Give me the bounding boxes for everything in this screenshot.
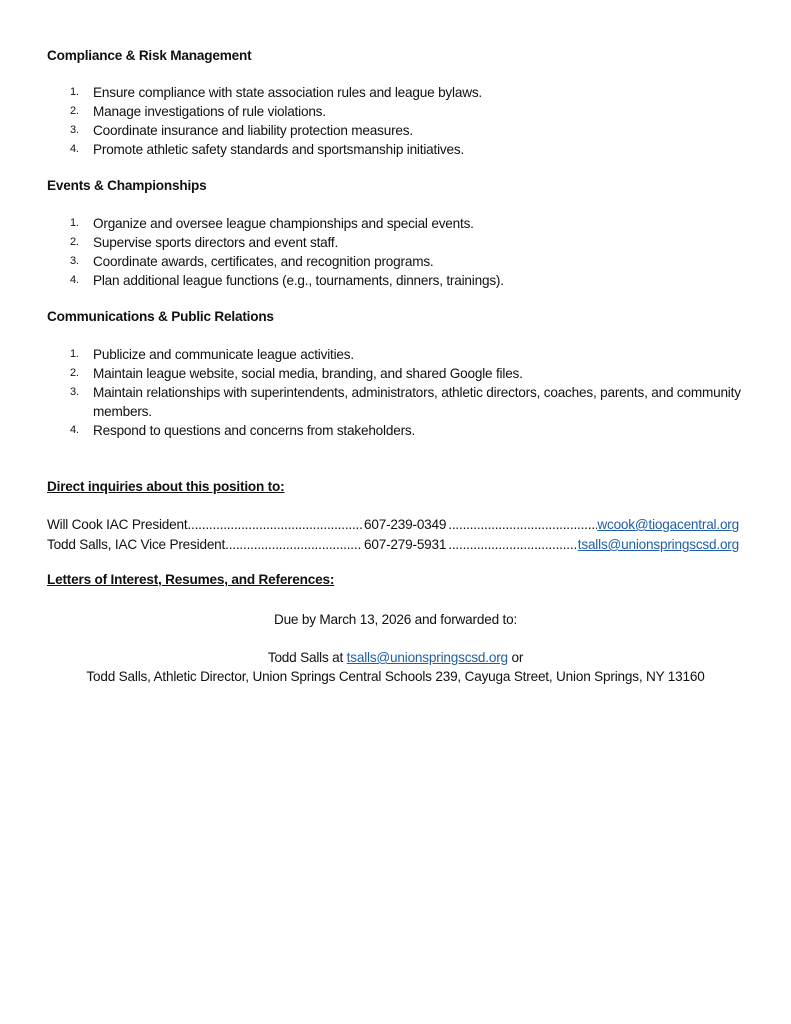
list-number: 1.	[70, 217, 79, 229]
dot-leader	[225, 535, 362, 554]
list-text: Ensure compliance with state association rules and league bylaws.	[93, 85, 482, 100]
list-number: 3.	[70, 124, 79, 136]
list-text: Organize and oversee league championships and special events.	[93, 216, 474, 231]
forward-prefix: Todd Salls at	[267, 650, 344, 665]
list-item	[47, 140, 747, 159]
list-number: 4.	[70, 424, 79, 436]
mailing-address: Todd Salls, Athletic Director, Union Springs Central Schools 239, Cayuga Street, Union Springs, NY 13160	[86, 669, 705, 684]
dot-leader	[187, 515, 362, 534]
contact-row	[47, 515, 739, 534]
list-item	[47, 102, 747, 121]
list-number: 1.	[70, 348, 79, 360]
list-item	[47, 383, 747, 421]
list-text: Publicize and communicate league activities.	[93, 347, 354, 362]
list-text: Maintain league website, social media, branding, and shared Google files.	[93, 366, 523, 381]
list-item	[47, 345, 747, 364]
contact-phone: 607-239-0349	[364, 517, 447, 532]
list-item	[47, 252, 747, 271]
section-heading-communications: Communications & Public Relations	[47, 309, 274, 324]
list-text: Plan additional league functions (e.g., tournaments, dinners, trainings).	[93, 273, 504, 288]
list-number: 2.	[70, 236, 79, 248]
list-number: 2.	[70, 367, 79, 379]
list-number: 1.	[70, 86, 79, 98]
contact-name: Will Cook IAC President	[47, 517, 188, 532]
due-date-text: Due by March 13, 2026 and forwarded to:	[273, 612, 518, 627]
letters-heading: Letters of Interest, Resumes, and References:	[47, 572, 335, 587]
forward-suffix: or	[511, 650, 524, 665]
contact-email-link[interactable]: wcook@tiogacentral.org	[597, 517, 739, 532]
list-item	[47, 233, 747, 252]
list-text: Coordinate insurance and liability protection measures.	[93, 123, 413, 138]
list-item	[47, 83, 747, 102]
dot-leader	[448, 535, 578, 554]
communications-list	[47, 345, 747, 440]
contact-row	[47, 535, 739, 554]
dot-leader	[448, 515, 597, 534]
section-heading-compliance: Compliance & Risk Management	[47, 48, 252, 63]
list-text: Respond to questions and concerns from stakeholders.	[93, 423, 416, 438]
list-text: Promote athletic safety standards and sportsmanship initiatives.	[93, 142, 465, 157]
contact-email-link[interactable]: tsalls@unionspringscsd.org	[577, 537, 739, 552]
list-item	[47, 121, 747, 140]
list-item	[47, 421, 747, 440]
list-number: 3.	[70, 386, 79, 398]
section-heading-events: Events & Championships	[47, 178, 207, 193]
list-item	[47, 271, 747, 290]
list-text: Supervise sports directors and event staff.	[93, 235, 339, 250]
forward-to-line	[0, 648, 791, 667]
compliance-list	[47, 83, 747, 159]
list-number: 3.	[70, 255, 79, 267]
forward-email-link[interactable]: tsalls@unionspringscsd.org	[346, 650, 508, 665]
list-number: 2.	[70, 105, 79, 117]
list-text: Manage investigations of rule violations.	[93, 104, 326, 119]
list-item	[47, 214, 747, 233]
inquiries-heading: Direct inquiries about this position to:	[47, 479, 285, 494]
list-number: 4.	[70, 143, 79, 155]
list-text: Coordinate awards, certificates, and recognition programs.	[93, 254, 434, 269]
events-list	[47, 214, 747, 290]
list-text: Maintain relationships with superintendents, administrators, athletic directors, coaches, parents, and community members.	[93, 385, 741, 419]
contact-name: Todd Salls, IAC Vice President	[47, 537, 226, 552]
list-number: 4.	[70, 274, 79, 286]
list-item	[47, 364, 747, 383]
contact-phone: 607-279-5931	[364, 537, 447, 552]
